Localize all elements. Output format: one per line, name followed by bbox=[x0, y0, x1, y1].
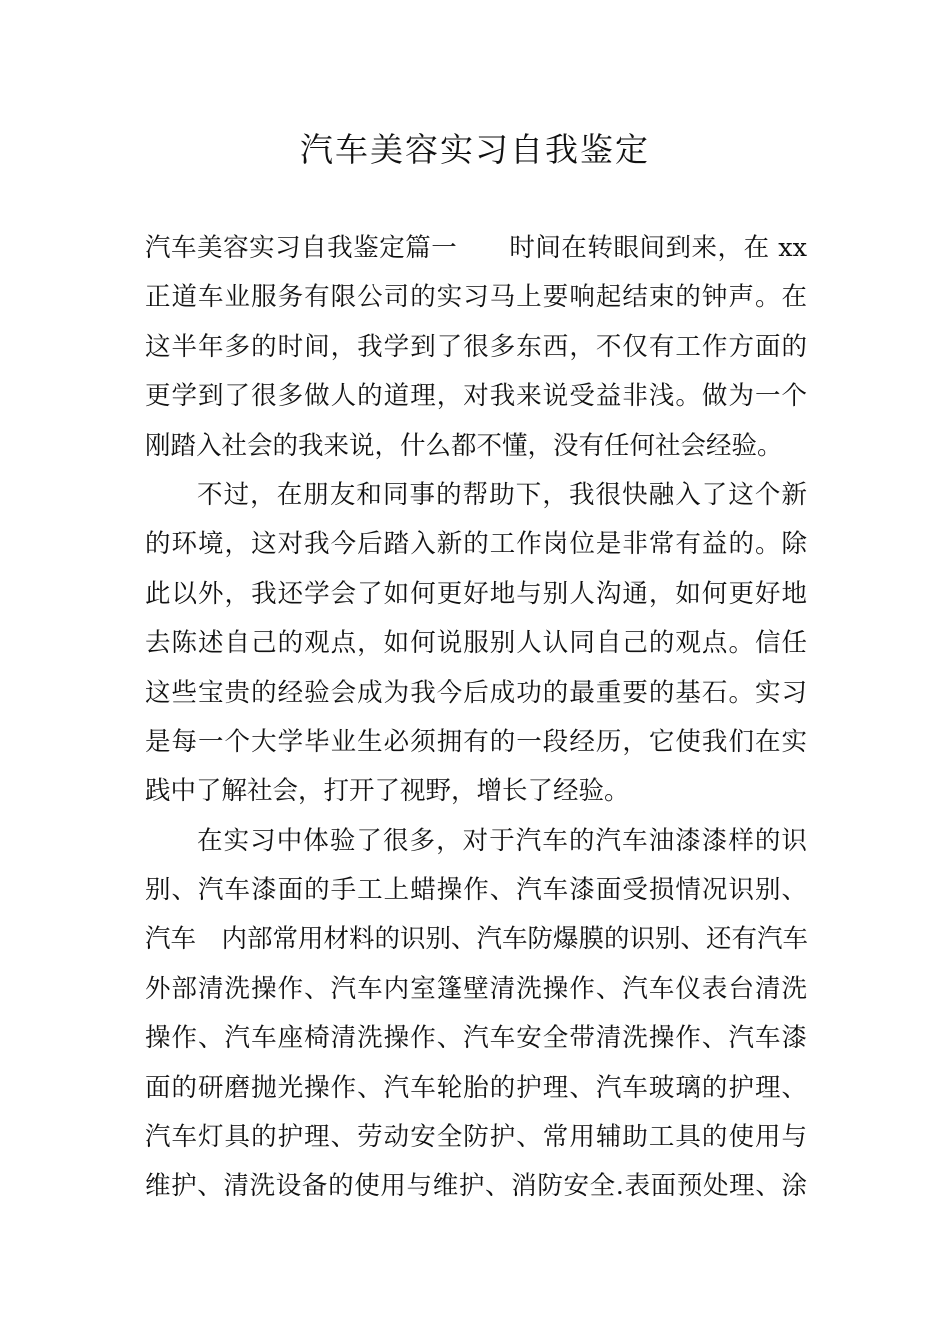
body-line: 汽车美容实习自我鉴定篇一 时间在转眼间到来，在 xx bbox=[145, 233, 807, 263]
body-line: 外部清洗操作、汽车内室篷壁清洗操作、汽车仪表台清洗 bbox=[145, 973, 807, 1004]
body-line: 去陈述自己的观点，如何说服别人认同自己的观点。信任 bbox=[145, 628, 807, 659]
body-line: 践中了解社会，打开了视野，增长了经验。 bbox=[145, 776, 630, 807]
body-line: 汽车灯具的护理、劳动安全防护、常用辅助工具的使用与 bbox=[145, 1122, 807, 1153]
body-line: 正道车业服务有限公司的实习马上要响起结束的钟声。在 bbox=[145, 282, 807, 313]
body-line: 面的研磨抛光操作、汽车轮胎的护理、汽车玻璃的护理、 bbox=[145, 1072, 807, 1103]
body-line: 操作、汽车座椅清洗操作、汽车安全带清洗操作、汽车漆 bbox=[145, 1023, 807, 1054]
body-line: 这半年多的时间，我学到了很多东西，不仅有工作方面的 bbox=[145, 331, 807, 362]
body-line: 在实习中体验了很多，对于汽车的汽车油漆漆样的识 bbox=[197, 825, 807, 856]
body-line: 更学到了很多做人的道理，对我来说受益非浅。做为一个 bbox=[145, 381, 807, 412]
body-line: 这些宝贵的经验会成为我今后成功的最重要的基石。实习 bbox=[145, 677, 807, 708]
body-line: 的环境，这对我今后踏入新的工作岗位是非常有益的。除 bbox=[145, 529, 807, 560]
body-line: 刚踏入社会的我来说，什么都不懂，没有任何社会经验。 bbox=[145, 430, 783, 461]
body-line: 别、汽车漆面的手工上蜡操作、汽车漆面受损情况识别、 bbox=[145, 875, 807, 906]
body-line: 此以外，我还学会了如何更好地与别人沟通，如何更好地 bbox=[145, 578, 807, 609]
body-line: 不过，在朋友和同事的帮助下，我很快融入了这个新 bbox=[197, 479, 807, 510]
body-line: 汽车 内部常用材料的识别、汽车防爆膜的识别、还有汽车 bbox=[145, 924, 809, 955]
document-title: 汽车美容实习自我鉴定 bbox=[300, 130, 650, 169]
document-body bbox=[145, 224, 807, 1212]
body-line: 维护、清洗设备的使用与维护、消防安全.表面预处理、涂 bbox=[145, 1171, 807, 1202]
body-line: 是每一个大学毕业生必须拥有的一段经历，它使我们在实 bbox=[145, 726, 807, 757]
